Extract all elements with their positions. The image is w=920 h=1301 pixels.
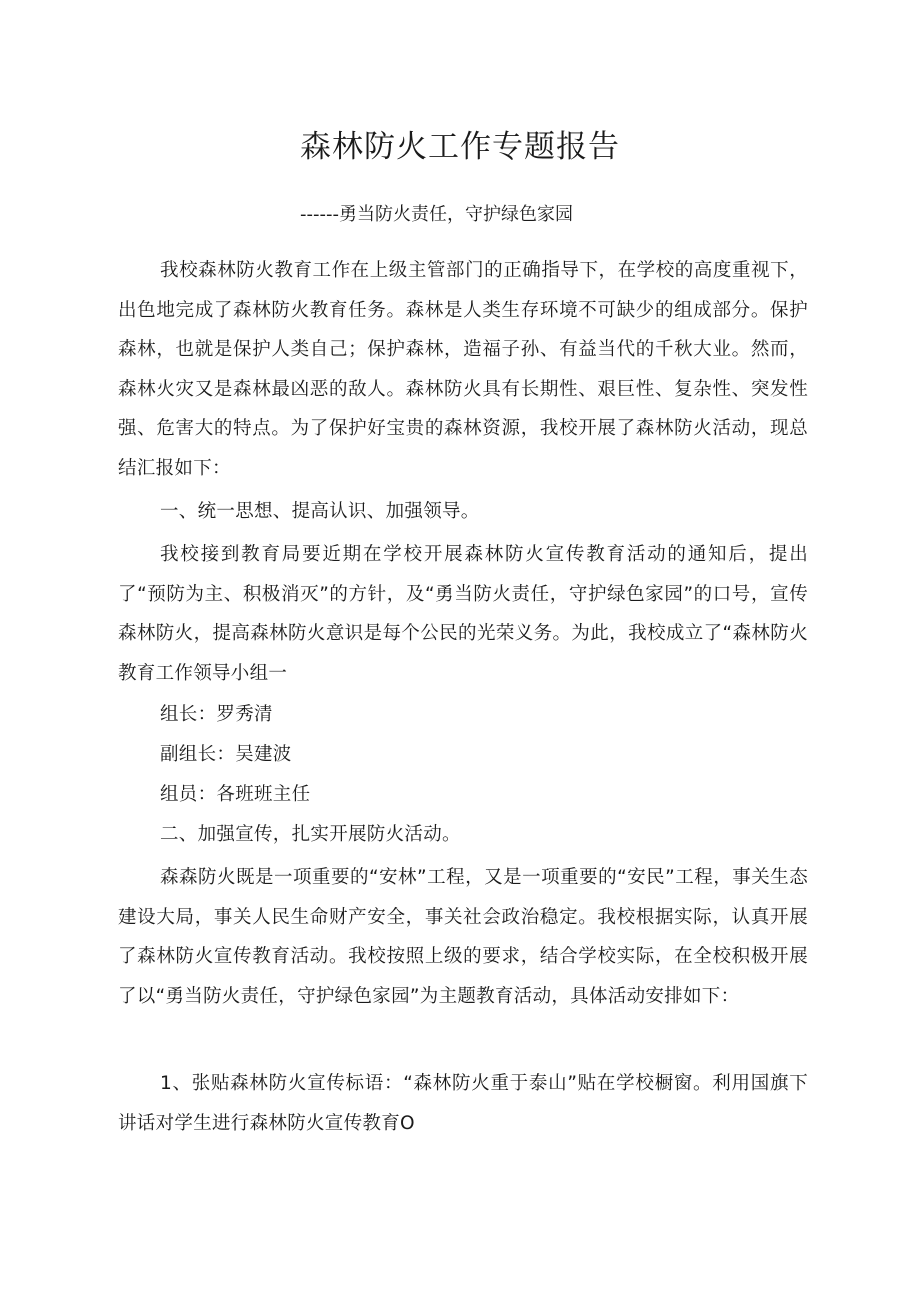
paragraph-section-2: 森森防火既是一项重要的“安林”工程，又是一项重要的“安民”工程，事关生态建设大局，事关人民生命财产安全，事关社会政治稳定。我校根据实际，认真开展了森林防火宣传教育活动。我校按照上级的要求，结合学校实际，在全校积极开展了以“勇当防火责任，守护绿色家园”为主题教育活动，具体活动安排如下： <box>118 867 808 1007</box>
page-title: 森林防火工作专题报告 <box>300 129 620 165</box>
paragraph-section-1: 我校接到教育局要近期在学校开展森林防火宣传教育活动的通知后，提出了“预防为主、积极消灭”的方针，及“勇当防火责任，守护绿色家园”的口号，宣传森林防火，提高森林防火意识是每个公民的光荣义务。为此，我校成立了“森林防火教育工作领导小组一 <box>118 544 808 684</box>
paragraph-intro: 我校森林防火教育工作在上级主管部门的正确指导下，在学校的高度重视下，出色地完成了森林防火教育任务。森林是人类生存环境不可缺少的组成部分。保护森林，也就是保护人类自己；保护森林，造福子孙、有益当代的千秋大业。然而，森林火灾又是森林最凶恶的敌人。森林防火具有长期性、艰巨性、复杂性、突发性强、危害大的特点。为了保护好宝贵的森林资源，我校开展了森林防火活动，现总结汇报如下： <box>118 260 808 479</box>
page-subtitle: ------勇当防火责任，守护绿色家园 <box>300 204 573 225</box>
leader-line: 组长：罗秀清 <box>160 704 273 725</box>
section-heading-2: 二、加强宣传，扎实开展防火活动。 <box>160 824 461 845</box>
section-heading-1: 一、统一思想、提高认识、加强领导。 <box>160 501 480 522</box>
members-line: 组员：各班班主任 <box>160 784 311 805</box>
paragraph-activity-1: 1、张贴森林防火宣传标语：“森林防火重于泰山”贴在学校橱窗。利用国旗下讲话对学生进行森林防火宣传教育O <box>118 1073 808 1134</box>
vice-leader-line: 副组长：吴建波 <box>160 744 292 765</box>
